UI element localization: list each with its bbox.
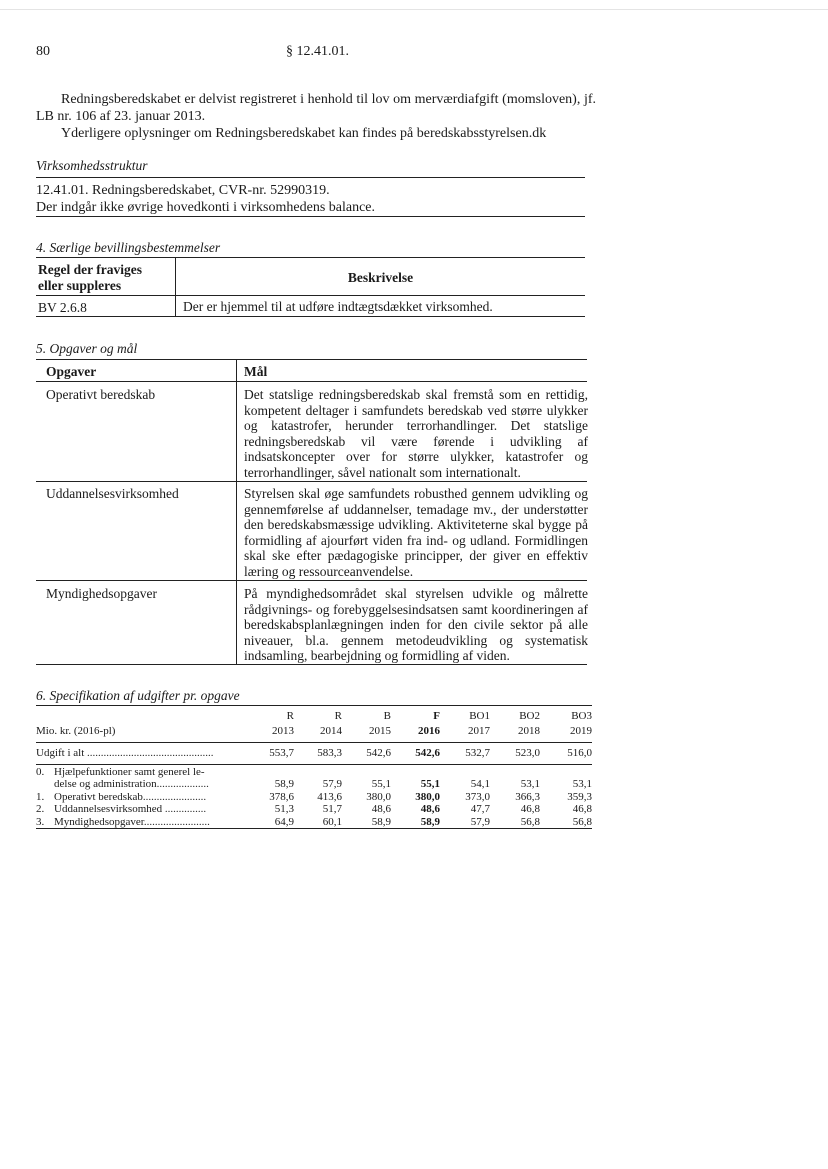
rule: [36, 257, 585, 258]
opgave-maal: På myndighedsområdet skal styrelsen udvikle og målrette rådgivnings- og forebyggelsesindsatsen samt koordineringen af beredskabsplanlægningen inden for den civile sektor på alle niveauer, bl.a. gennem metodeudvikling og systematisk indsamling, bearbejdning og formidling af viden.: [244, 586, 588, 663]
row-value: 47,7: [470, 803, 490, 815]
row-label: Myndighedsopgaver: [54, 815, 144, 828]
opgave-name: Operativt beredskab: [46, 387, 156, 402]
column-year: 2019: [570, 724, 592, 737]
row-value: 57,9: [322, 778, 342, 790]
page-number: 80: [36, 44, 50, 59]
section-heading-bevillingsbestemmelser: 4. Særlige bevillingsbestemmelser: [36, 240, 221, 255]
row-value: 58,9: [342, 816, 391, 829]
total-value: 542,6: [366, 746, 391, 759]
row-value: 46,8: [520, 803, 540, 815]
column-divider: [175, 257, 176, 317]
opgave-maal: Det statslige redningsberedskab skal fremstå som en rettidig, kompetent deltager i samfundets beredskab ved større ulykker og katastrofer, herunder terrorhandlinger. Det statslige redningsberedskab vil være førende i udvikling af indsatskoncepter over for større ulykker, katastrofer og terrorhandlinger, såvel nationalt som internationalt.: [244, 387, 588, 480]
column-type: R: [286, 709, 294, 722]
rule: [36, 316, 585, 317]
total-value: 532,7: [465, 746, 490, 759]
column-year: 2017: [468, 724, 490, 737]
rule: [36, 481, 587, 482]
column-header-maal: Mål: [244, 364, 268, 379]
structure-line: Der indgår ikke øvrige hovedkonti i virksomhedens balance.: [36, 200, 376, 215]
total-value: 523,0: [515, 746, 540, 759]
section-heading-virksomhedsstruktur: Virksomhedsstruktur: [36, 158, 148, 173]
column-year: 2014: [320, 724, 342, 737]
page-top-border: [0, 9, 828, 10]
row-label: Hjælpefunktioner samt generel le-: [54, 765, 205, 778]
structure-line: 12.41.01. Redningsberedskabet, CVR-nr. 52990319.: [36, 183, 330, 198]
total-value: 583,3: [317, 746, 342, 759]
row-value: 46,8: [572, 803, 592, 815]
row-value: 56,8: [490, 816, 540, 829]
row-value: 58,9: [391, 816, 440, 829]
column-header-opgaver: Opgaver: [46, 364, 97, 379]
rule: [36, 216, 585, 217]
rule: [36, 177, 585, 178]
column-year: 2013: [272, 724, 294, 737]
section-heading-opgaver: 5. Opgaver og mål: [36, 341, 138, 356]
row-value: 53,1: [520, 778, 540, 790]
table-row-total: Udgift i alt .............................................. 553,7 583,3 542,6 542,6 532,7 523,0 516,0: [36, 742, 592, 759]
rule: [36, 705, 592, 706]
expense-table: [36, 708, 592, 829]
row-value: 58,9: [274, 778, 294, 790]
total-value: 553,7: [269, 746, 294, 759]
unit-label: Mio. kr. (2016-pl): [36, 724, 116, 737]
column-type: B: [383, 709, 391, 722]
row-value: 373,0: [465, 790, 490, 803]
row-value: 380,0: [366, 790, 391, 803]
row-value: 359,3: [567, 790, 592, 803]
rule: [36, 295, 585, 296]
row-value: 56,8: [540, 816, 592, 829]
opgave-name: Uddannelsesvirksomhed: [46, 486, 179, 501]
column-type: BO1: [469, 709, 490, 722]
row-value: 53,1: [572, 778, 592, 790]
table-header-row-year: [36, 722, 592, 737]
intro-paragraph-link-info: Yderligere oplysninger om Redningsberedskabet kan findes på beredskabsstyrelsen.dk: [61, 126, 547, 141]
column-type: BO2: [519, 709, 540, 722]
column-year: 2016: [418, 724, 440, 737]
row-number: 3.: [36, 815, 45, 828]
row-value: 55,1: [420, 778, 440, 790]
column-header-regel: Regel der fraviges eller suppleres: [38, 262, 142, 293]
row-value: 57,9: [440, 816, 490, 829]
row-value: 64,9: [241, 816, 294, 829]
column-type: BO3: [571, 709, 592, 722]
rule: [36, 359, 587, 360]
rule: [36, 664, 587, 665]
rule: [36, 381, 587, 382]
row-number: 2.: [36, 803, 45, 815]
bevilling-regel: BV 2.6.8: [38, 300, 87, 315]
row-number: 0.: [36, 765, 45, 778]
total-value: 542,6: [415, 746, 440, 759]
total-value: 516,0: [567, 746, 592, 759]
row-value: 378,6: [269, 790, 294, 803]
section-reference: § 12.41.01.: [286, 44, 349, 59]
opgave-maal: Styrelsen skal øge samfundets robusthed gennem udvikling og gennemførelse af uddannelser, temadage mv., der understøtter den beredskabsmæssige udvikling. Aktiviteterne skal bygge på formidling af ajourført viden fra ind- og udland. Formidlingen skal ske efter pædagogiske principper, der giver en effektiv læring og ressourceanvendelse.: [244, 486, 588, 579]
column-divider: [236, 359, 237, 665]
row-value: 55,1: [371, 778, 391, 790]
row-label: delse og administration: [54, 778, 157, 790]
row-value: 380,0: [415, 790, 440, 803]
section-heading-specifikation: 6. Specifikation af udgifter pr. opgave: [36, 688, 240, 703]
table-row: 1. Operativt beredskab....................... 378,6 413,6 380,0 380,0 373,0 366,3 359,3: [36, 790, 592, 803]
rule: [36, 580, 587, 581]
column-type: R: [334, 709, 342, 722]
row-value: 51,7: [322, 803, 342, 815]
row-value: 60,1: [294, 816, 342, 829]
column-year: 2015: [369, 724, 391, 737]
column-year: 2018: [518, 724, 540, 737]
row-label: Uddannelsesvirksomhed: [54, 803, 163, 815]
table-row: delse og administration................... 58,9 57,9 55,1 55,1 54,1 53,1 53,1: [54, 778, 592, 790]
bevilling-beskrivelse: Der er hjemmel til at udføre indtægtsdækket virksomhed.: [183, 299, 493, 314]
column-type: F: [433, 709, 440, 722]
opgave-name: Myndighedsopgaver: [46, 586, 157, 601]
total-label: Udgift i alt: [36, 746, 85, 759]
table-row: [36, 764, 592, 778]
intro-paragraph: Redningsberedskabet er delvist registreret i henhold til lov om merværdiafgift (momsloven), jf. LB nr. 106 af 23. januar 2013.: [36, 92, 596, 124]
row-value: 51,3: [274, 803, 294, 815]
row-value: 48,6: [420, 803, 440, 815]
table-row: 2. Uddannelsesvirksomhed ............... 51,3 51,7 48,6 48,6 47,7 46,8 46,8: [36, 803, 592, 815]
row-label: Operativt beredskab: [54, 790, 143, 803]
table-row: 3. Myndighedsopgaver........................ 64,9 60,1 58,9 58,9 57,9 56,8 56,8: [36, 815, 592, 828]
table-header-row-type: [36, 708, 592, 722]
row-value: 48,6: [371, 803, 391, 815]
row-value: 413,6: [317, 790, 342, 803]
row-value: 366,3: [515, 790, 540, 803]
row-number: 1.: [36, 790, 45, 803]
column-header-beskrivelse: Beskrivelse: [347, 270, 414, 285]
row-value: 54,1: [470, 778, 490, 790]
